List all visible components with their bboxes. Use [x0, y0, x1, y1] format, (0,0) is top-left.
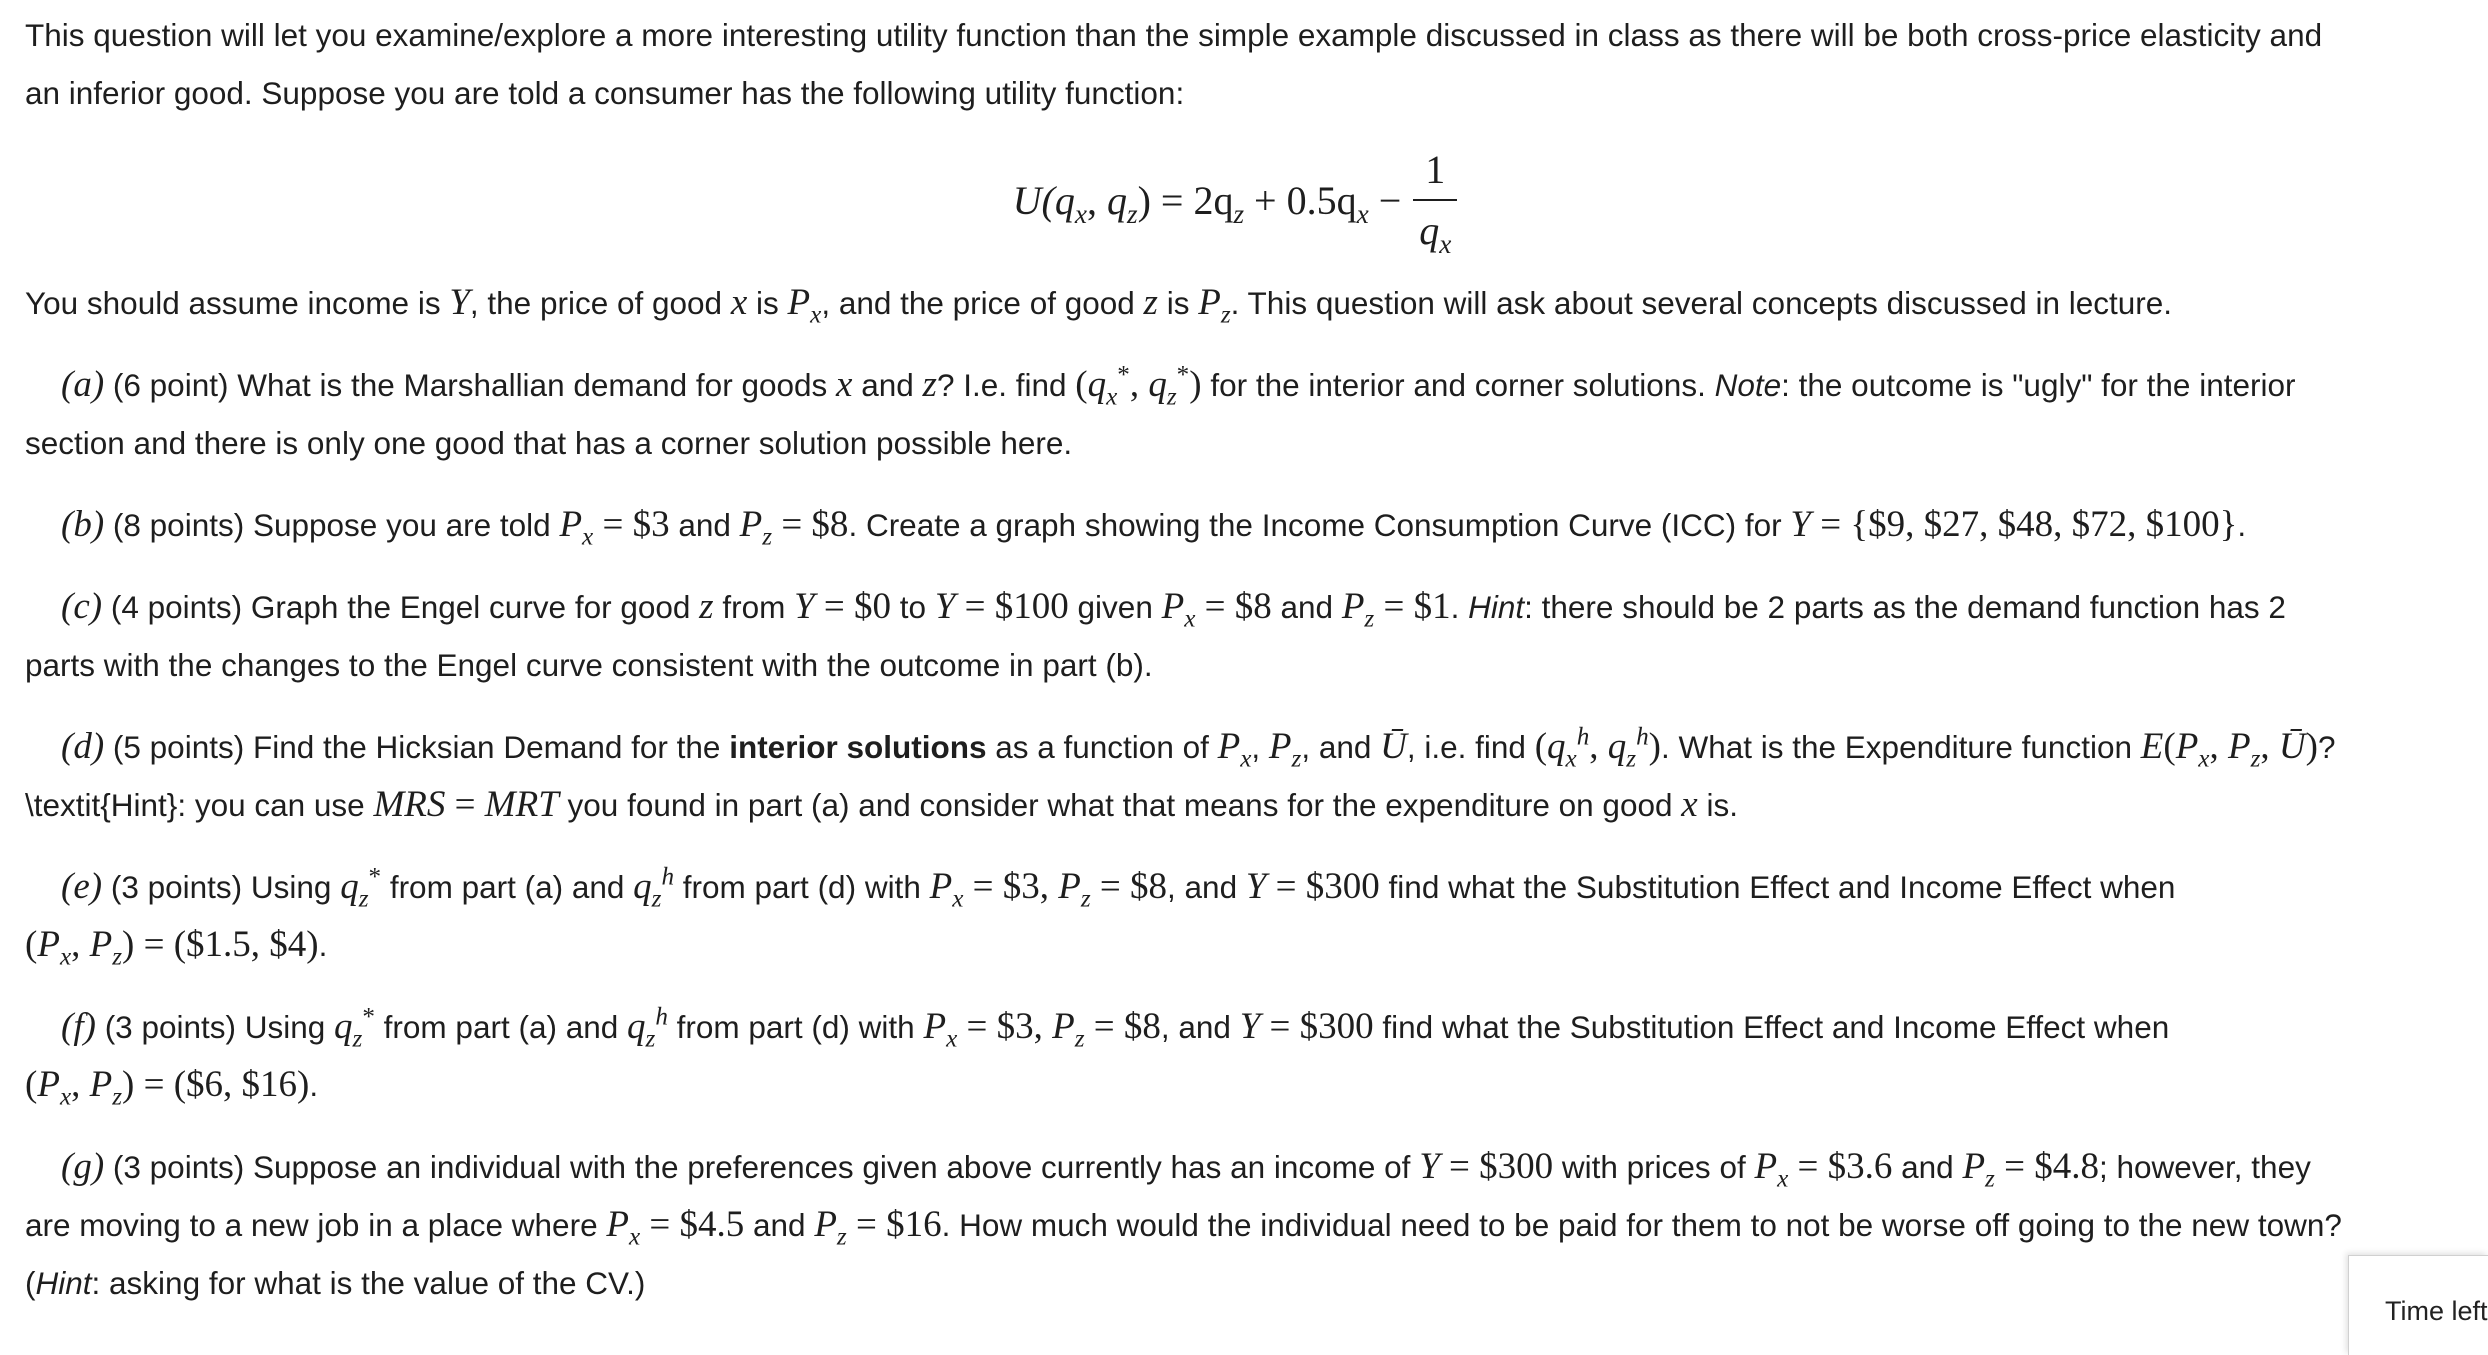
part-a: (a) (6 point) What is the Marshallian demand for goods x and z? I.e. find ($q_x^*$, $q_z^*$) for the interior and corner solutions. Note: the outcome is "ugly" for the interior [61, 361, 2296, 411]
part-g-line-3: (Hint: asking for what is the value of the CV.) [25, 1265, 646, 1301]
part-b: (b) (8 points) Suppose you are told $P_x$ = $3 and $P_z$ = $8. Create a graph showing the Income Consumption Curve (ICC) for Y = {$9, $27, $48, $72, $100}. [61, 504, 2247, 551]
part-e-line-2: ($P_x$, $P_z$) = ($1.5, $4). [25, 924, 328, 971]
intro-line-1: This question will let you examine/explore a more interesting utility function than the simple example discussed in class as there will be both cross-price elasticity and [25, 17, 2323, 53]
utility-equation: $U(q_x$, $q_z) = 2q_z + 0.5q_x$ − $\frac{1}{q_x}$ [25, 126, 2445, 274]
part-g-line-2: are moving to a new job in a place where $P_x$ = $4.5 and $P_z$ = $16. How much would the individual need to be paid for them to not be worse off going to the new town? [25, 1204, 2342, 1251]
question-body [25, 0, 2445, 1312]
part-d: (d) (5 points) Find the Hicksian Demand for the interior solutions as a function of $P_x$, $P_z$, and Ū, i.e. find ($q_x^h$, $q_z^h$). What is the Expenditure function $E(P_x$, $P_z$, Ū)? [61, 723, 2336, 773]
part-c: (c) (4 points) Graph the Engel curve for good z from Y = $0 to Y = $100 given $P_x$ = $8 and $P_z$ = $1. Hint: there should be 2 parts as the demand function has 2 [61, 586, 2286, 633]
part-d-line-2: \textit{Hint}: you can use MRS = MRT you found in part (a) and consider what that means for the expenditure on good x is. [25, 784, 1738, 825]
fraction: $\frac{1}{q_x}$ [1413, 146, 1457, 254]
part-f-line-2: ($P_x$, $P_z$) = ($6, $16). [25, 1064, 319, 1111]
time-left-widget[interactable] [2348, 1255, 2488, 1355]
intro-line-2: an inferior good. Suppose you are told a consumer has the following utility function: [25, 75, 1185, 111]
part-f: (f) (3 points) Using $q_z^*$ from part (a) and $q_z^h$ from part (d) with $P_x$ = $3, $P_z$ = $8, and Y = $300 find what the Substitution Effect and Income Effect when [61, 1003, 2170, 1053]
part-c-line-2: parts with the changes to the Engel curve consistent with the outcome in part (b). [25, 647, 1153, 683]
time-left-label: Time left [2385, 1296, 2488, 1326]
part-e: (e) (3 points) Using $q_z^*$ from part (a) and $q_z^h$ from part (d) with $P_x$ = $3, $P_z$ = $8, and Y = $300 find what the Substitution Effect and Income Effect when [61, 863, 2176, 913]
part-g: (g) (3 points) Suppose an individual with the preferences given above currently has an income of Y = $300 with prices of $P_x$ = $3.6 and $P_z$ = $4.8; however, they [61, 1146, 2311, 1193]
part-a-line-2: section and there is only one good that has a corner solution possible here. [25, 425, 1073, 461]
assumption-line: You should assume income is Y, the price of good x is $P_x$, and the price of good z is $P_z$. This question will ask about several concepts discussed in lecture. [25, 282, 2173, 329]
